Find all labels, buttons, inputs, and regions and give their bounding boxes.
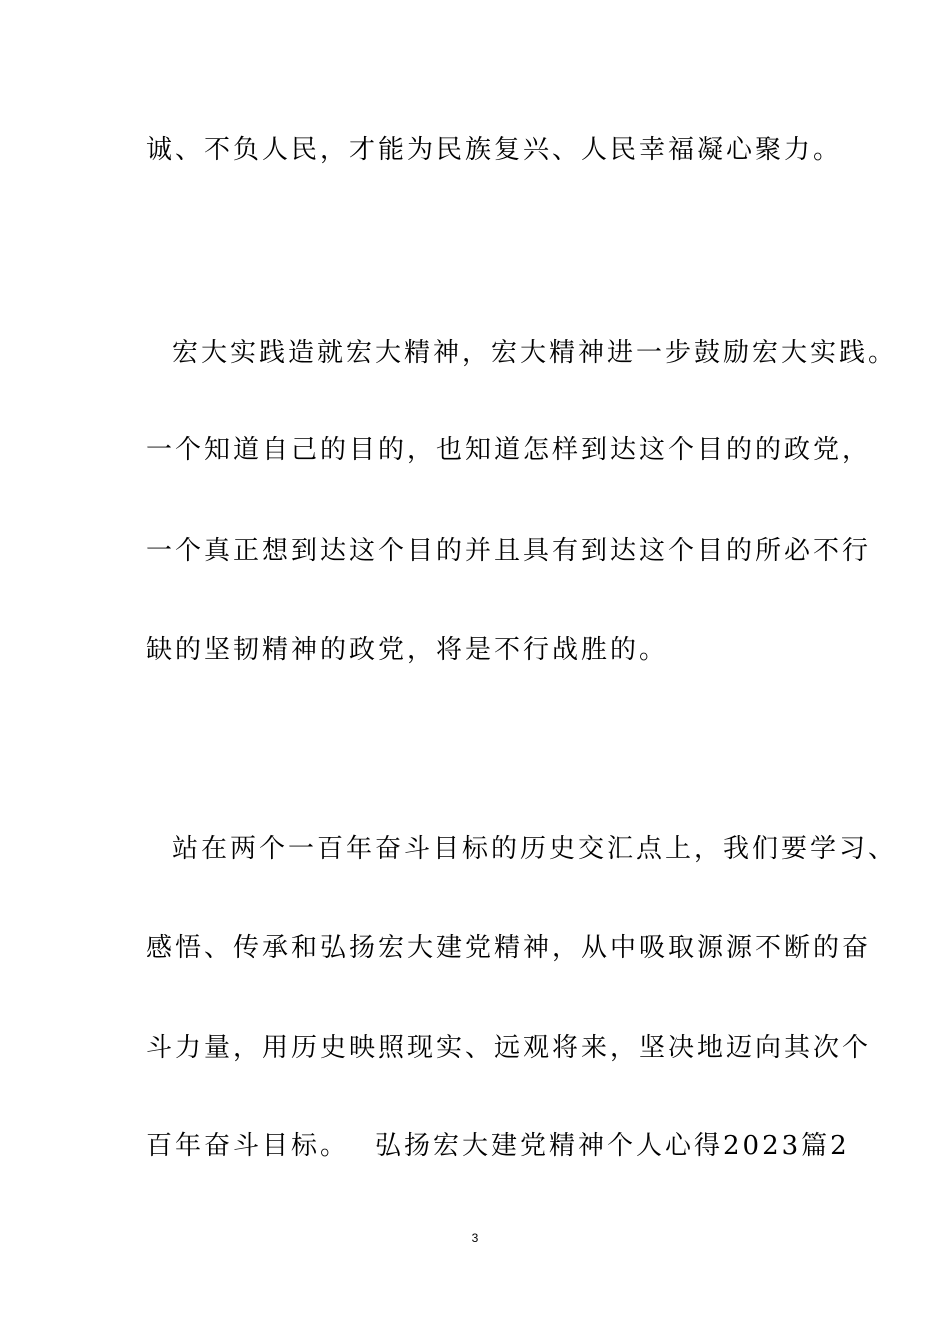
paragraph-3-line-1: 站在两个一百年奋斗目标的历史交汇点上，我们要学习、 bbox=[172, 834, 898, 864]
paragraph-1-line-1: 诚、不负人民，才能为民族复兴、人民幸福凝心聚力。 bbox=[146, 135, 843, 165]
paragraph-3-line-3: 斗力量，用历史映照现实、远观将来，坚决地迈向其次个 bbox=[146, 1033, 872, 1063]
paragraph-2-line-2: 一个知道自己的目的，也知道怎样到达这个目的的政党， bbox=[146, 435, 872, 465]
paragraph-2-line-3: 一个真正想到达这个目的并且具有到达这个目的所必不行 bbox=[146, 536, 872, 566]
next-section-title: 弘扬宏大建党精神个人心得2023篇2 bbox=[375, 1131, 850, 1161]
paragraph-2-line-1: 宏大实践造就宏大精神，宏大精神进一步鼓励宏大实践。 bbox=[172, 338, 898, 368]
page-number: 3 bbox=[471, 1231, 479, 1245]
paragraph-3-line-4 bbox=[146, 1130, 850, 1162]
paragraph-3-ending: 百年奋斗目标。 bbox=[146, 1131, 350, 1161]
paragraph-3-line-2: 感悟、传承和弘扬宏大建党精神，从中吸取源源不断的奋 bbox=[146, 933, 872, 963]
paragraph-2-line-4: 缺的坚韧精神的政党，将是不行战胜的。 bbox=[146, 635, 669, 665]
